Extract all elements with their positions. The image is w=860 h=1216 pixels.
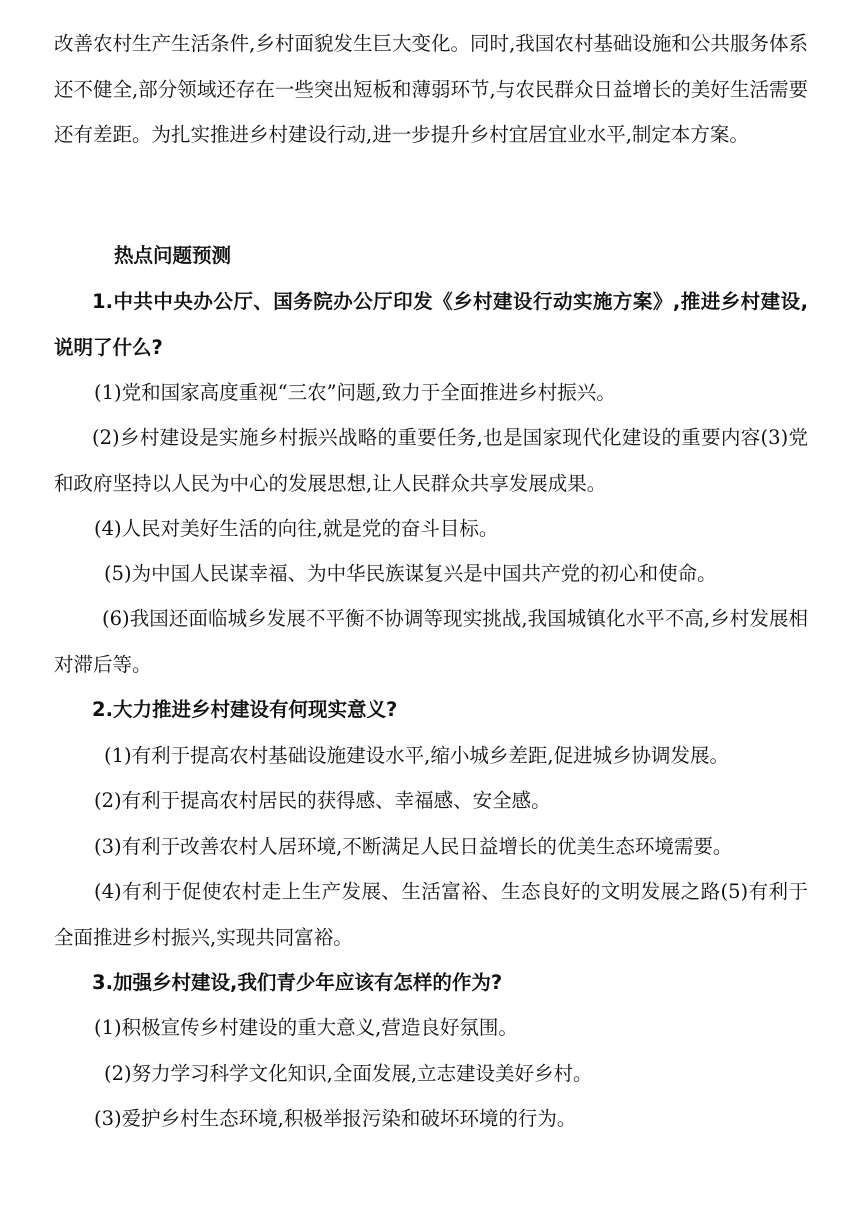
question-1: 1.中共中央办公厅、国务院办公厅印发《乡村建设行动实施方案》,推进乡村建设,说明了什么? [54,290,808,359]
q3-answer-2: (2)努力学习科学文化知识,全面发展,立志建设美好乡村。 [104,1062,593,1085]
q1-answer-2: (2)乡村建设是实施乡村振兴战略的重要任务,也是国家现代化建设的重要内容(3)党和政府坚持以人民为中心的发展思想,让人民群众共享发展成果。 [54,426,808,495]
q2-answer-1: (1)有利于提高农村基础设施建设水平,缩小城乡差距,促进城乡协调发展。 [104,744,730,767]
q2-answer-3: (3)有利于改善农村人居环境,不断满足人民日益增长的优美生态环境需要。 [94,835,733,858]
q2-answer-2: (2)有利于提高农村居民的获得感、幸福感、安全感。 [94,789,551,812]
q1-answer-1: (1)党和国家高度重视“三农”问题,致力于全面推进乡村振兴。 [94,381,616,404]
q1-answer-5: (5)为中国人民谋幸福、为中华民族谋复兴是中国共产党的初心和使命。 [104,562,717,585]
q3-answer-3: (3)爱护乡村生态环境,积极举报污染和破坏环境的行为。 [94,1107,577,1130]
q1-answer-6: (6)我国还面临城乡发展不平衡不协调等现实挑战,我国城镇化水平不高,乡村发展相对滞后等。 [54,607,808,676]
q2-answer-4: (4)有利于促使农村走上生产发展、生活富裕、生态良好的文明发展之路(5)有利于全面推进乡村振兴,实现共同富裕。 [54,880,808,949]
question-2: 2.大力推进乡村建设有何现实意义? [92,698,398,721]
q3-answer-1: (1)积极宣传乡村建设的重大意义,营造良好氛围。 [94,1016,518,1039]
intro-paragraph: 改善农村生产生活条件,乡村面貌发生巨大变化。同时,我国农村基础设施和公共服务体系还不健全,部分领域还存在一些突出短板和薄弱环节,与农民群众日益增长的美好生活需要还有差距。为扎实推进乡村建设行动,进一步提升乡村宜居宜业水平,制定本方案。 [54,32,808,146]
section-heading: 热点问题预测 [114,244,232,267]
q1-answer-4: (4)人民对美好生活的向往,就是党的奋斗目标。 [94,517,499,540]
question-3: 3.加强乡村建设,我们青少年应该有怎样的作为? [92,971,503,994]
